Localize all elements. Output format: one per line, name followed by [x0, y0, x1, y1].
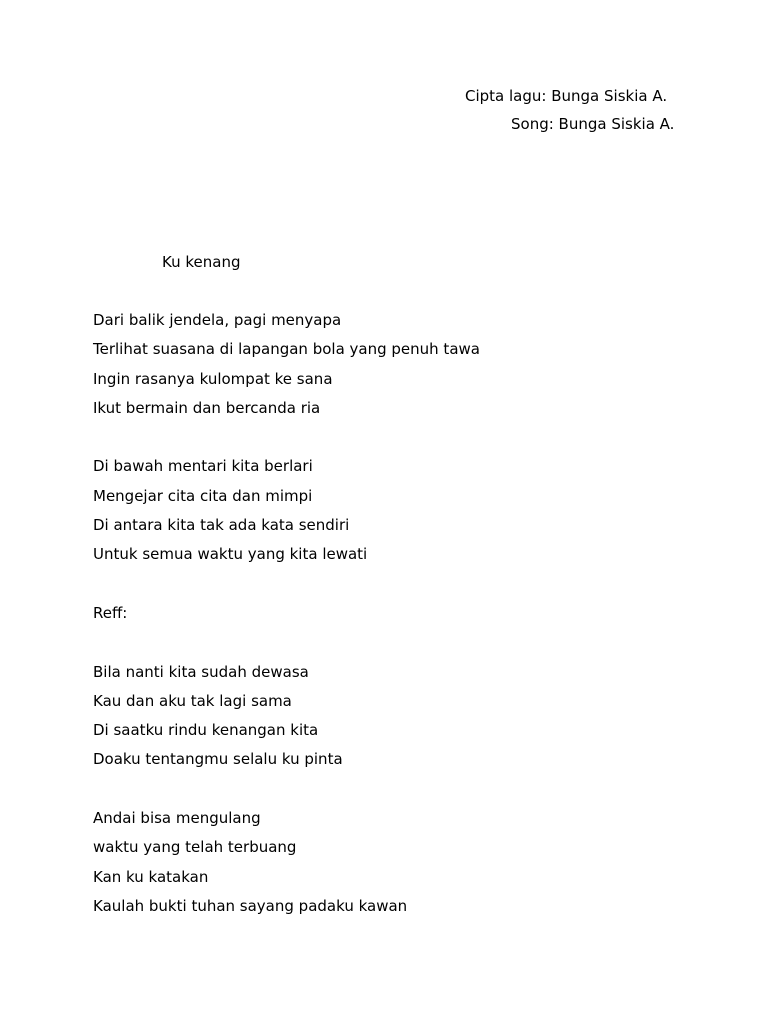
lyric-line: Ikut bermain dan bercanda ria	[93, 398, 321, 417]
lyric-line: Ingin rasanya kulompat ke sana	[93, 369, 333, 388]
lyric-line: Di antara kita tak ada kata sendiri	[93, 516, 350, 535]
chorus-marker-stanza	[93, 603, 713, 632]
lyric-line: Doaku tentangmu selalu ku pinta	[93, 750, 343, 769]
song-title: Ku kenang	[162, 253, 241, 271]
lyrics-body	[93, 310, 713, 955]
lyric-line: Di saatku rindu kenangan kita	[93, 721, 319, 740]
lyric-stanza	[93, 456, 713, 573]
lyric-stanza	[93, 662, 713, 779]
lyric-line: Kau dan aku tak lagi sama	[93, 691, 292, 710]
song-credit: Song: Bunga Siskia A.	[511, 115, 675, 133]
lyric-line: Untuk semua waktu yang kita lewati	[93, 545, 368, 564]
lyric-line: Kaulah bukti tuhan sayang padaku kawan	[93, 896, 408, 915]
lyric-stanza	[93, 310, 713, 427]
lyric-line: Reff:	[93, 603, 128, 622]
lyric-line: Di bawah mentari kita berlari	[93, 457, 313, 476]
lyric-line: waktu yang telah terbuang	[93, 838, 297, 857]
songwriter-credit: Cipta lagu: Bunga Siskia A.	[465, 87, 668, 105]
lyric-line: Dari balik jendela, pagi menyapa	[93, 311, 342, 329]
lyric-line: Bila nanti kita sudah dewasa	[93, 662, 309, 681]
lyric-line: Mengejar cita cita dan mimpi	[93, 486, 313, 505]
lyric-line: Andai bisa mengulang	[93, 809, 261, 828]
lyric-line: Kan ku katakan	[93, 867, 209, 886]
lyric-stanza	[93, 808, 713, 925]
lyric-line: Terlihat suasana di lapangan bola yang penuh tawa	[93, 340, 480, 359]
